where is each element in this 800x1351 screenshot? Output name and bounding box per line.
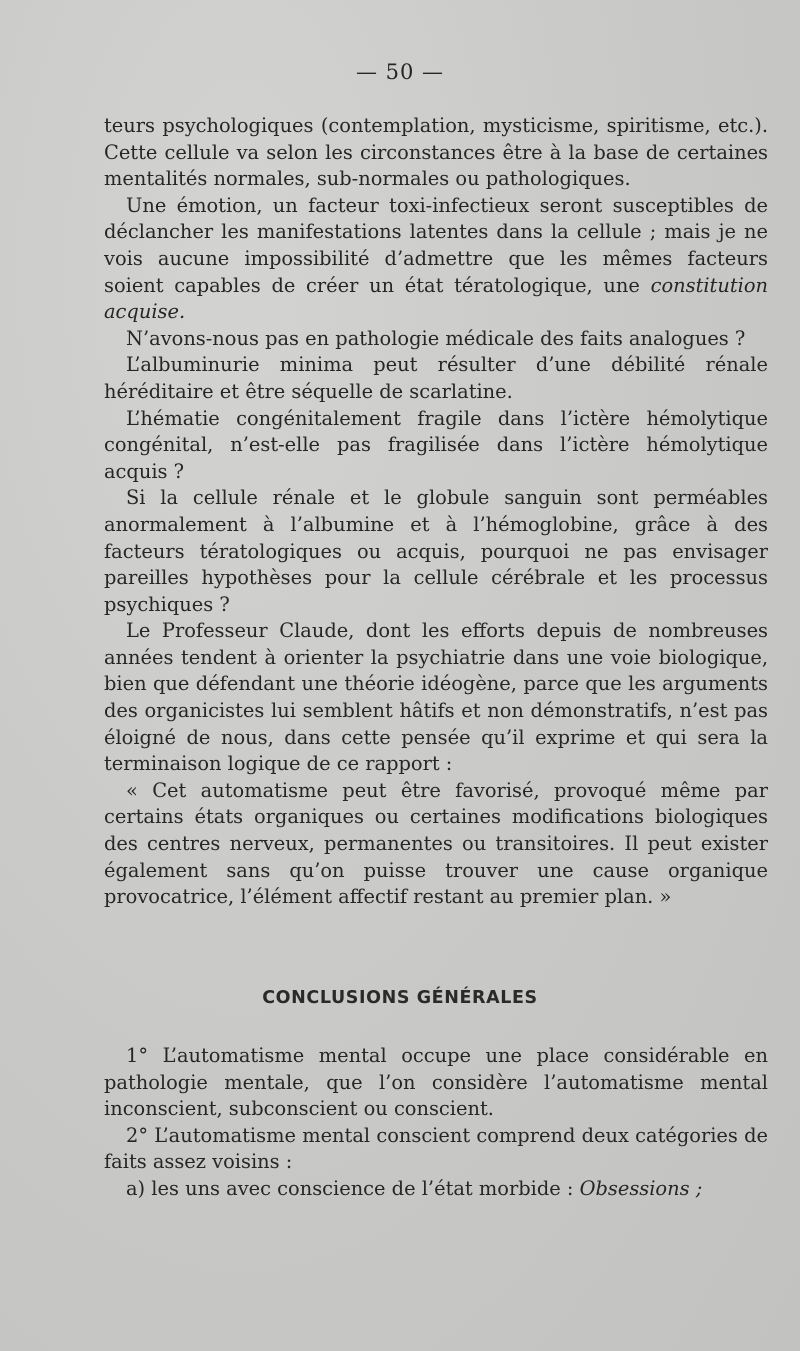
paragraph: L’hématie congénitalement fragile dans l’ictère hémolytique congénital, n’est-elle pas fragilisée dans l’ictère hémolytique acquis ? bbox=[104, 406, 768, 483]
paragraph bbox=[104, 193, 768, 326]
paragraph-text: Une émotion, un facteur toxi-infectieux seront susceptibles de déclancher les manifestations latentes dans la cellule ; mais je ne vois aucune impossibilité d’admettre que les mêmes facteurs soient capables de créer un état tératologique, une bbox=[104, 193, 768, 297]
paragraph: teurs psychologiques (contemplation, mysticisme, spiritisme, etc.). Cette cellule va selon les circonstances être à la base de certaines mentalités normales, sub-normales ou pathologiques. bbox=[104, 114, 768, 191]
paragraph: N’avons-nous pas en pathologie médicale des faits analogues ? bbox=[126, 326, 746, 350]
conclusion-item: 2° L’automatisme mental conscient comprend deux catégories de faits assez voisins : bbox=[104, 1123, 768, 1174]
subitem-text: a) les uns avec conscience de l’état morbide : bbox=[126, 1176, 580, 1200]
section-heading: CONCLUSIONS GÉNÉRALES bbox=[262, 988, 538, 1008]
page-number: — 50 — bbox=[355, 60, 445, 84]
conclusion-item: 1° L’automatisme mental occupe une place considérable en pathologie mentale, que l’on considère l’automatisme mental inconscient, subconscient ou conscient. bbox=[104, 1044, 768, 1121]
quotation: « Cet automatisme peut être favorisé, provoqué même par certains états organiques ou certaines modifications biologiques des centres nerveux, permanentes ou transitoires. Il peut exister également sans qu’on puisse trouver une cause organique provocatrice, l’élément affectif restant au premier plan. » bbox=[104, 778, 768, 909]
italic-term: Obsessions ; bbox=[579, 1176, 703, 1200]
conclusions-list bbox=[104, 1043, 768, 1203]
paragraph: Si la cellule rénale et le globule sanguin sont perméables anormalement à l’albumine et à l’hémoglobine, grâce à des facteurs tératologiques ou acquis, pourquoi ne pas envisager pareilles hypothèses pour la cellule cérébrale et les processus psychiques ? bbox=[104, 486, 768, 616]
paragraph: L’albuminurie minima peut résulter d’une débilité rénale héréditaire et être séquelle de scarlatine. bbox=[104, 353, 768, 403]
body-text bbox=[104, 113, 768, 911]
conclusion-subitem bbox=[104, 1176, 768, 1203]
italic-term: constitution acquise. bbox=[104, 273, 768, 324]
paragraph: Le Professeur Claude, dont les efforts depuis de nombreuses années tendent à orienter la psychiatrie dans une voie biologique, bien que défendant une théorie idéogène, parce que les arguments des organicistes lui semblent hâtifs et non démonstratifs, n’est pas éloigné de nous, dans cette pensée qu’il exprime et qui sera la terminaison logique de ce rapport : bbox=[104, 619, 768, 776]
